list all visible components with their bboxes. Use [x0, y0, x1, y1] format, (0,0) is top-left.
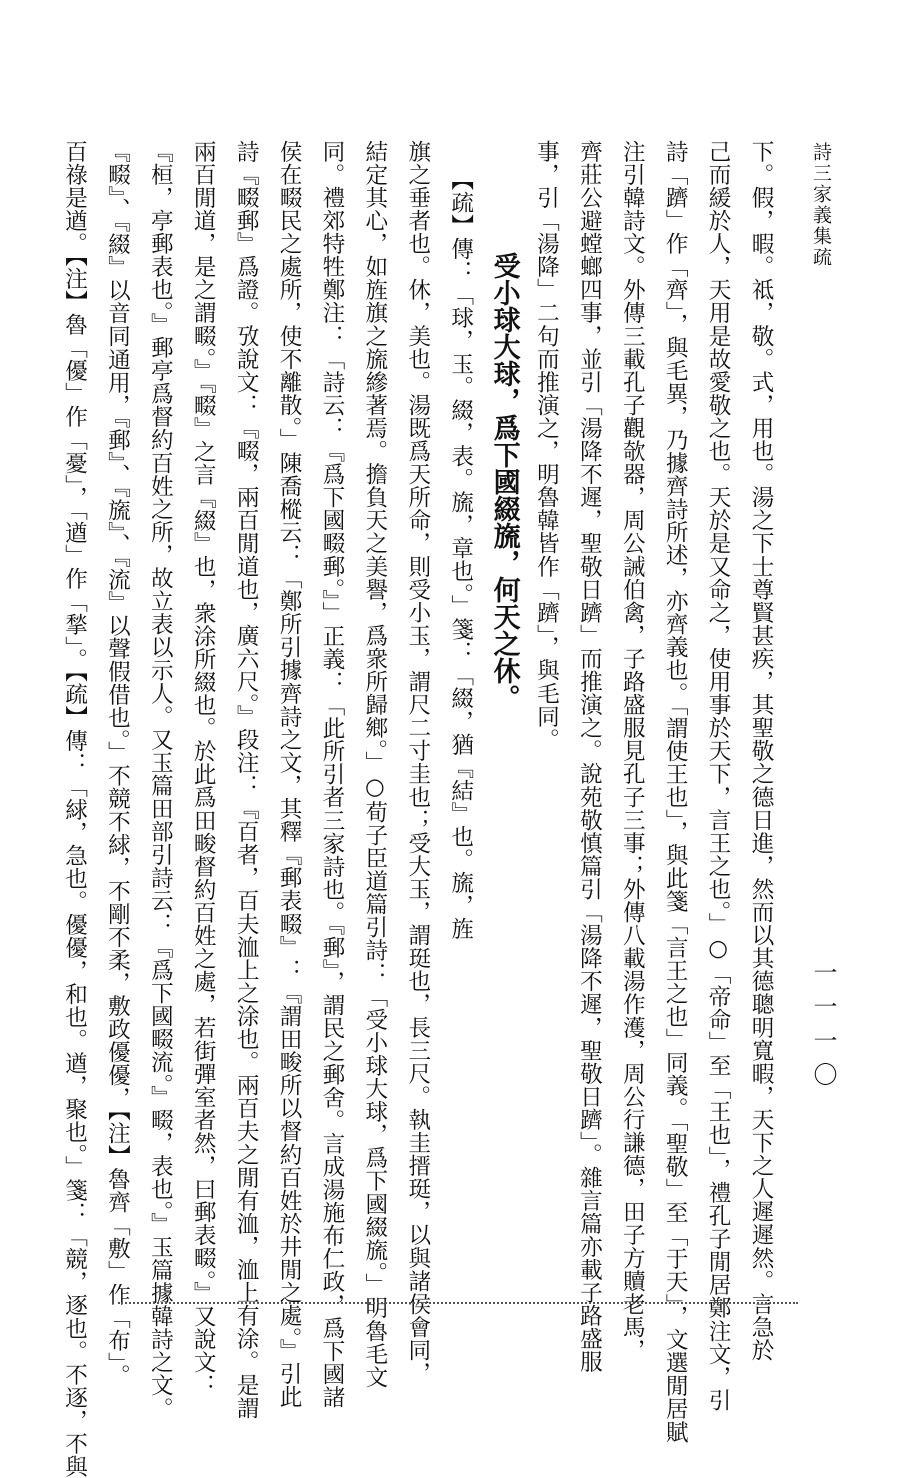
text-column: 兩百閒道，是之謂畷。』『畷』之言『綴』也，衆涂所綴也。於此爲田畯督約百姓之處，若街彈室者然，曰郵表畷。』又說文： — [190, 140, 217, 1397]
text-column: 同。禮郊特牲鄭注：「詩云：『爲下國畷郵。』」正義：「此所引者三家詩也。『郵』，謂民之郵舍。言成湯施布仁政，爲下國諸 — [318, 140, 345, 1409]
text-column: 齊莊公避螳螂四事，並引「湯降不遲，聖敬日躋」而推演之。說苑敬慎篇引「湯降不遲，聖敬日躋」。雜言篇亦載子路盛服 — [576, 140, 603, 1374]
text-column: 侯在畷民之處所，使不離散。」陳喬樅云：「鄭所引據齊詩之文，其釋『郵表畷』：『謂田畯所以督約百姓於井閒之處。』引此 — [276, 140, 303, 1409]
text-column: 百祿是遒。【注】魯「優」作「憂」，「遒」作「揫」。【疏】傳：「絿，急也。優優，和也。遒，聚也。」箋：「競，逐也。不逐，不與 — [61, 140, 88, 1478]
verse-line: 受小球大球，爲下國綴旒，何天之休。 — [488, 252, 520, 711]
text-column: 詩「躋」作「齊」，與毛異，乃據齊詩所述，亦齊義也。「謂使王也」，與此箋「言王之也」同義。「聖敬」至「于天」，文選閒居賦 — [662, 140, 689, 1444]
text-column: 『桓，亭郵表也。』郵亭爲督約百姓之所，故立表以示人。又玉篇田部引詩云：『爲下國畷流。』畷，表也。』玉篇據韓詩之文。 — [147, 140, 174, 1420]
text-column: 注引韓詩文。外傳三載孔子觀欹器，周公誡伯禽，子路盛服見孔子三事；外傳八載湯作濩，周公行謙德，田子方贖老馬， — [619, 140, 646, 1362]
body-text — [61, 140, 782, 1478]
text-column: 詩『畷郵』爲證。攷說文：『畷，兩百閒道也，廣六尺。』段注：『百者，百夫洫上之涂也。兩百夫之閒有洫，洫上有涂。是謂 — [233, 140, 260, 1420]
text-column: 【疏】傳：「球，玉。綴，表。旒，章也。」箋：「綴，猶『結』也。旒，旌 — [447, 168, 474, 941]
text-column: 『畷』、『綴』以音同通用，『郵』、『旒』、『流』以聲假借也。」不競不絿，不剛不柔，敷政優優，【注】魯齊「敷」作「布」。 — [104, 140, 131, 1387]
page-number: 一一一〇 — [809, 960, 837, 1096]
text-column: 結定其心，如旌旗之旒縿著焉。擔負天之美譽，爲衆所歸鄉。」○荀子臣道篇引詩：「受小球大球，爲下國綴旒。」明魯毛文 — [361, 140, 388, 1389]
text-column: 事，引「湯降」二句而推演之，明魯韓皆作「躋」，與毛同。 — [533, 140, 560, 752]
text-column: 下。假，暇。祗，敬。式，用也。湯之下士尊賢甚疾，其聖敬之德日進，然而以其德聰明寬暇，天下之人遲遲然。言急於 — [748, 140, 774, 1362]
text-column: 旗之垂者也。休，美也。湯既爲天所命，則受小玉，謂尺二寸圭也；受大玉，謂珽也，長三尺。執圭搢珽，以與諸侯會同， — [404, 140, 431, 1385]
text-column: 己而緩於人，天用是故愛敬之也。天於是又命之，使用事於天下，言王之也。」○「帝命」至「王也」，禮孔子閒居鄭注文，引 — [705, 140, 732, 1412]
running-title: 詩三家義集疏 — [810, 142, 832, 268]
bottom-divider — [118, 1302, 798, 1304]
